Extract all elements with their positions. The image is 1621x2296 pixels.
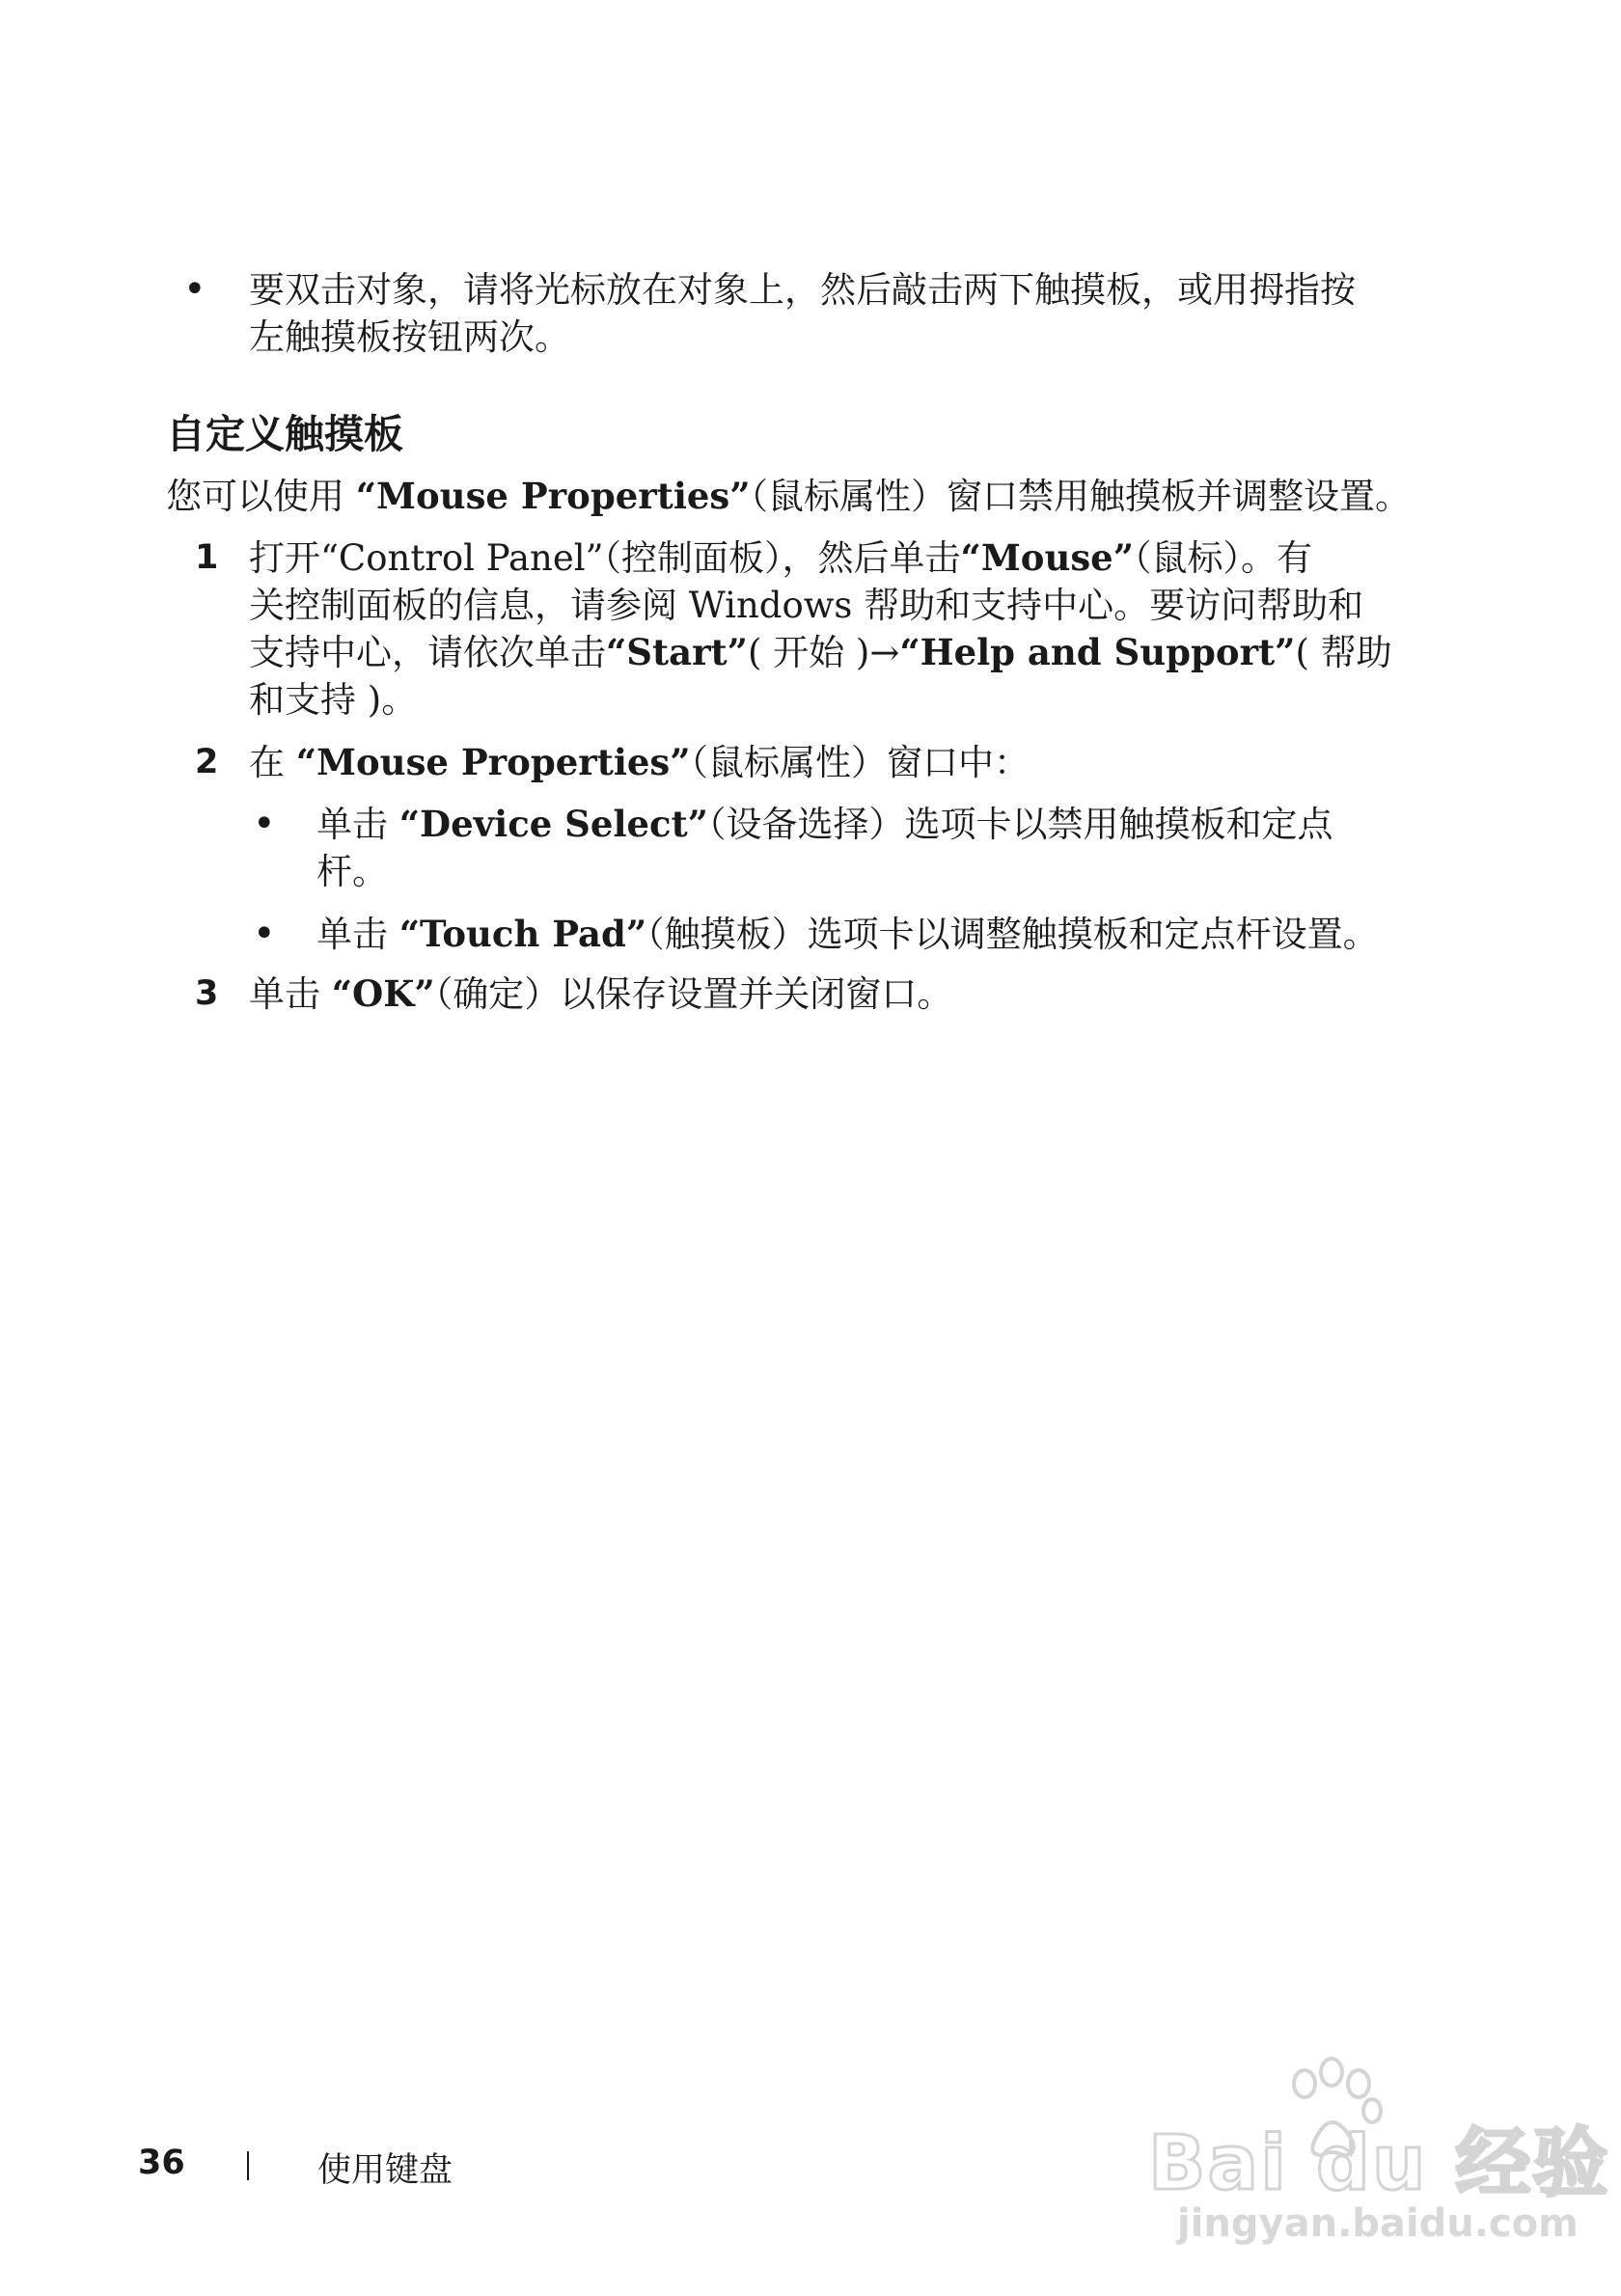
step-3 xyxy=(249,970,1474,1018)
sub-1-text-a: 单击 xyxy=(316,804,388,845)
sub-2-text-c: （触摸板）选项卡以调整触摸板和定点杆设置。 xyxy=(646,914,1379,955)
step-3-bold-ok: “OK” xyxy=(331,972,435,1015)
step-1-text-start-post: ( 开始 )→ xyxy=(747,632,900,673)
sub-1-bold: “Device Select” xyxy=(398,803,708,845)
footer-chapter-title: 使用键盘 xyxy=(317,2151,453,2190)
watermark-url: jingyan.baidu.com xyxy=(1177,2201,1579,2246)
sub-1-text-c: （设备选择）选项卡以禁用触摸板和定点 xyxy=(707,804,1333,845)
step-1-line1 xyxy=(249,534,1474,582)
step-1-bold-mouse: “Mouse” xyxy=(960,536,1135,579)
step-2-bold: “Mouse Properties” xyxy=(295,741,691,783)
step-number-2: 2 xyxy=(195,743,219,781)
intro-post: （鼠标属性）窗口禁用触摸板并调整设置。 xyxy=(750,476,1412,517)
step-1-bold-help: “Help and Support” xyxy=(899,631,1296,673)
page-number: 36 xyxy=(138,2144,185,2182)
sub-bullet-1-line2: 杆。 xyxy=(316,851,388,892)
sub-2-bold: “Touch Pad” xyxy=(398,913,647,955)
baidu-watermark xyxy=(1148,2055,1610,2267)
step-1-bold-start: “Start” xyxy=(606,631,748,673)
step-1-line4: 和支持 )。 xyxy=(249,679,418,721)
step-1-line3 xyxy=(249,629,1474,676)
sub-bullet-touch-pad xyxy=(316,911,1474,958)
step-number-1: 1 xyxy=(195,538,219,577)
step-2-text-a: 在 xyxy=(249,742,285,783)
step-2-text-c: （鼠标属性）窗口中： xyxy=(690,742,1030,783)
sub-bullet-device-select xyxy=(316,801,1426,895)
step-1-text-c: （鼠标）。有 xyxy=(1134,537,1313,579)
sub-bullet-dot: • xyxy=(253,912,276,956)
sub-bullet-1-line1 xyxy=(316,801,1426,848)
sub-2-text-a: 单击 xyxy=(316,914,388,955)
step-3-text-a: 单击 xyxy=(249,973,320,1015)
sub-bullet-dot: • xyxy=(253,802,276,846)
step-1-text-help-post: ( 帮助 xyxy=(1295,632,1392,673)
step-number-3: 3 xyxy=(195,974,219,1013)
footer-divider xyxy=(247,2151,249,2180)
bullet-intro-line1: 要双击对象，请将光标放在对象上，然后敲击两下触摸板，或用拇指按 xyxy=(249,269,1356,311)
step-2 xyxy=(249,739,1474,786)
step-3-text-c: （确定）以保存设置并关闭窗口。 xyxy=(434,973,953,1015)
step-1 xyxy=(249,534,1474,724)
step-1-text-a: 打开“Control Panel”（控制面板），然后单击 xyxy=(249,537,961,579)
intro-pre: 您可以使用 xyxy=(166,476,344,517)
step-1-text-start-pre: 支持中心，请依次单击 xyxy=(249,632,606,673)
watermark-logo-text: Bai du 经验 xyxy=(1148,2120,1610,2207)
intro-bold: “Mouse Properties” xyxy=(355,475,751,517)
bullet-intro xyxy=(249,266,1455,361)
bullet-intro-line2: 左触摸板按钮两次。 xyxy=(249,316,570,358)
section-intro xyxy=(166,473,1469,520)
bullet-dot: • xyxy=(183,267,206,312)
section-heading: 自定义触摸板 xyxy=(166,411,403,457)
step-1-line2: 关控制面板的信息，请参阅 Windows 帮助和支持中心。要访问帮助和 xyxy=(249,585,1364,626)
